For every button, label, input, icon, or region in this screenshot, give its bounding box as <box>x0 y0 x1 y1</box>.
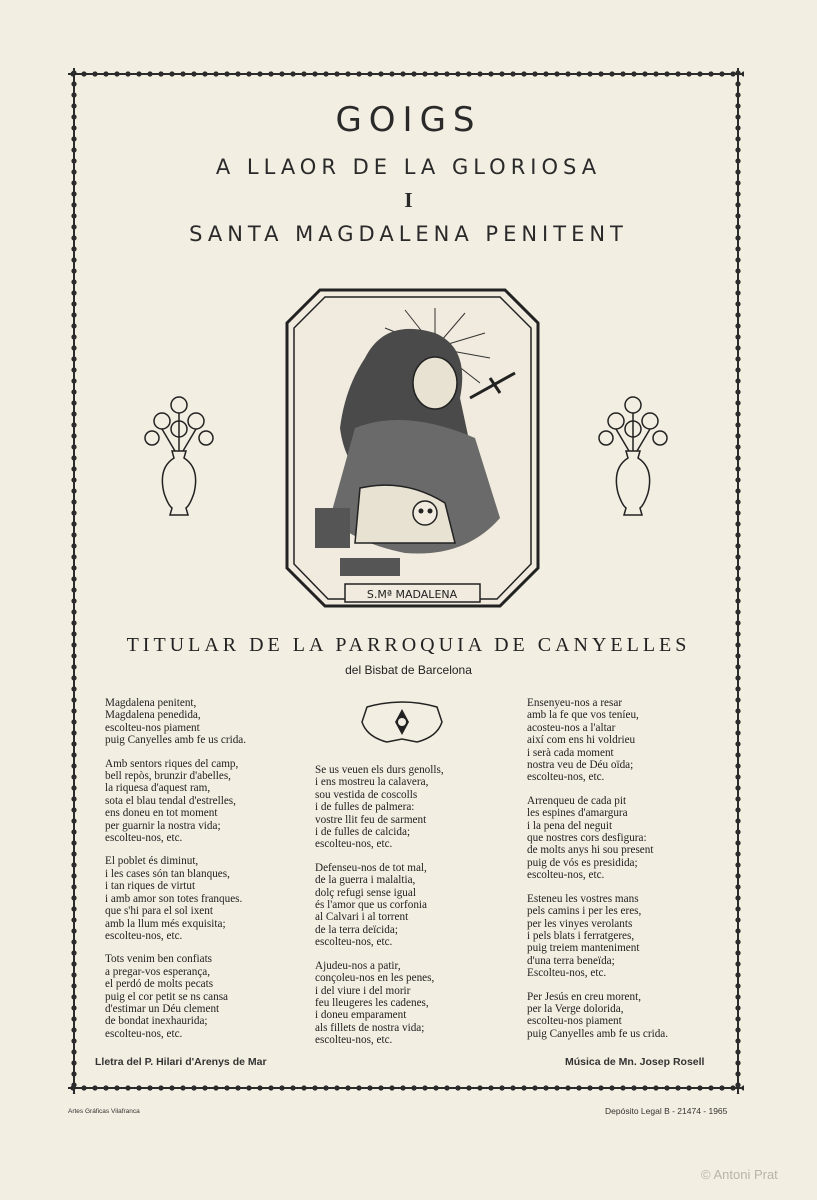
verse-line: escolteu-nos, etc. <box>315 936 393 949</box>
verse-line: bell repòs, brunzir d'abelles, <box>105 770 231 783</box>
verse-line: escolteu-nos, etc. <box>527 771 605 784</box>
verse-line: les espines d'amargura <box>527 807 628 820</box>
verse-line: a pregar-vos esperança, <box>105 965 211 978</box>
stanza <box>105 953 320 1040</box>
verse-line: sota el blau tendal d'estrelles, <box>105 794 236 807</box>
verse-column-1 <box>105 697 320 1051</box>
subtitle: TITULAR DE LA PARROQUIA DE CANYELLES <box>126 634 691 656</box>
verse-line: sou vestida de coscolls <box>315 788 418 801</box>
title-line-2: A LLAOR DE LA GLORIOSA <box>215 155 602 179</box>
diocese-line: del Bisbat de Barcelona <box>345 663 472 677</box>
verse-line: i de fulles de calcida; <box>315 826 411 839</box>
verse-line: nostra veu de Déu oïda; <box>527 759 634 772</box>
printer-imprint: Artes Gráficas Vilafranca <box>68 1108 140 1115</box>
verse-line: puig el cor petit se ns cansa <box>105 990 229 1003</box>
verse-line: vostre llit feu de sarment <box>315 813 427 826</box>
watermark: © Antoni Prat <box>701 1167 778 1182</box>
verse-line: puig Canyelles amb fe us crida. <box>527 1027 669 1040</box>
verse-line: conçoleu-nos en les penes, <box>315 972 435 985</box>
verse-line: escolteu-nos, etc. <box>527 869 605 882</box>
verse-line: acosteu-nos a l'altar <box>527 721 616 734</box>
verse-line: escolteu-nos, etc. <box>105 1027 183 1040</box>
verse-line: Esteneu les vostres mans <box>527 892 639 905</box>
verse-line: amb la fe que vos teníeu, <box>527 709 639 722</box>
verse-line: el perdó de molts pecats <box>105 978 214 991</box>
verse-line: i pels blats i ferratgeres, <box>527 929 635 942</box>
verse-line: El poblet és diminut, <box>105 855 199 868</box>
verse-line: i tan riques de virtut <box>105 880 196 893</box>
magdalena-woodcut-image <box>285 288 540 613</box>
legal-deposit: Depósito Legal B - 21474 - 1965 <box>605 1106 728 1116</box>
verse-line: feu lleugeres les cadenes, <box>315 996 429 1009</box>
verse-line: puig de vós es presidida; <box>527 856 638 869</box>
stanza <box>105 697 320 747</box>
verse-line: Escolteu-nos, etc. <box>527 967 607 980</box>
verse-line: escolteu-nos piament <box>105 721 200 734</box>
verse-line: de la terra deïcida; <box>315 923 398 936</box>
verse-line: i doneu emparament <box>315 1009 407 1022</box>
verse-line: que nostres cors desfigura: <box>527 832 647 845</box>
verse-line: Tots venim ben confiats <box>105 953 213 966</box>
verse-line: escolteu-nos, etc. <box>315 838 393 851</box>
stanza <box>527 697 727 784</box>
stanza <box>315 764 525 851</box>
verse-line: Arrenqueu de cada pit <box>527 794 627 807</box>
verse-line: i amb amor son totes franques. <box>105 892 243 905</box>
verse-line: ens doneu en tot moment <box>105 807 218 820</box>
verse-line: de molts anys hi sou present <box>527 844 654 857</box>
page-title: GOIGS <box>335 100 482 140</box>
verse-line: per guarnir la nostra vida; <box>105 819 221 832</box>
verse-line: i les cases són tan blanques, <box>105 867 230 880</box>
verse-line: als fillets de nostra vida; <box>315 1021 425 1034</box>
verse-line: Magdalena penitent, <box>105 697 197 709</box>
verse-line: Amb sentors riques del camp, <box>105 757 239 770</box>
border-bottom <box>68 1082 744 1094</box>
stanza <box>527 795 727 882</box>
verse-line: així com ens hi voldrieu <box>527 734 636 747</box>
verse-line: Per Jesús en creu morent, <box>527 990 642 1003</box>
verse-line: per les vinyes verolants <box>527 917 633 930</box>
verse-line: per la Verge dolorida, <box>527 1002 624 1015</box>
verse-line: pels camins i per les eres, <box>527 905 642 918</box>
verse-line: amb la llum més exquisita; <box>105 917 226 930</box>
title-line-4: SANTA MAGDALENA PENITENT <box>189 222 628 246</box>
verse-line: Se us veuen els durs genolls, <box>315 764 444 776</box>
border-top <box>68 68 744 80</box>
verse-line: dolç refugi sense igual <box>315 886 416 899</box>
verse-line: i de fulles de palmera: <box>315 801 415 814</box>
verse-line: Ensenyeu-nos a resar <box>527 697 623 709</box>
flower-vase-icon <box>142 393 217 523</box>
stanza <box>105 758 320 845</box>
verse-line: Ajudeu-nos a patir, <box>315 959 401 972</box>
verse-line: Magdalena penedida, <box>105 709 201 722</box>
verse-line: i la pena del neguit <box>527 819 613 832</box>
ornament-icon <box>357 697 447 747</box>
verse-line: Defenseu-nos de tot mal, <box>315 861 427 874</box>
verse-line: que s'hi para el sol ixent <box>105 905 213 918</box>
verse-line: i del viure i del morir <box>315 984 411 997</box>
verse-line: de bondat inexhaurida; <box>105 1015 208 1028</box>
image-caption: S.Mª MADALENA <box>366 588 458 601</box>
verse-line: d'una terra beneïda; <box>527 954 615 967</box>
stanza <box>527 893 727 980</box>
verse-line: puig treiem manteniment <box>527 942 640 955</box>
flower-vase-icon <box>596 393 671 523</box>
verse-line: i ens mostreu la calavera, <box>315 776 429 789</box>
stanza <box>315 862 525 949</box>
title-line-3: I <box>404 188 413 212</box>
verse-line: d'estimar un Déu clement <box>105 1002 220 1015</box>
verse-line: és l'amor que us corfonia <box>315 899 427 912</box>
verse-line: escolteu-nos, etc. <box>105 832 183 845</box>
music-credit: Música de Mn. Josep Rosell <box>565 1056 705 1068</box>
lyrics-credit: Lletra del P. Hilari d'Arenys de Mar <box>95 1056 267 1068</box>
verse-line: i serà cada moment <box>527 746 614 759</box>
stanza <box>527 991 727 1041</box>
verse-line: la riquesa d'aquest ram, <box>105 782 211 795</box>
verse-line: escolteu-nos piament <box>527 1015 622 1028</box>
verse-line: puig Canyelles amb fe us crida. <box>105 734 247 747</box>
stanza <box>315 960 525 1047</box>
verse-line: al Calvari i al torrent <box>315 911 409 924</box>
verse-column-2 <box>315 764 525 1058</box>
stanza <box>105 855 320 942</box>
verse-line: de la guerra i malaltia, <box>315 874 416 887</box>
verse-column-3 <box>527 697 727 1051</box>
verse-line: escolteu-nos, etc. <box>105 929 183 942</box>
verse-line: escolteu-nos, etc. <box>315 1034 393 1047</box>
